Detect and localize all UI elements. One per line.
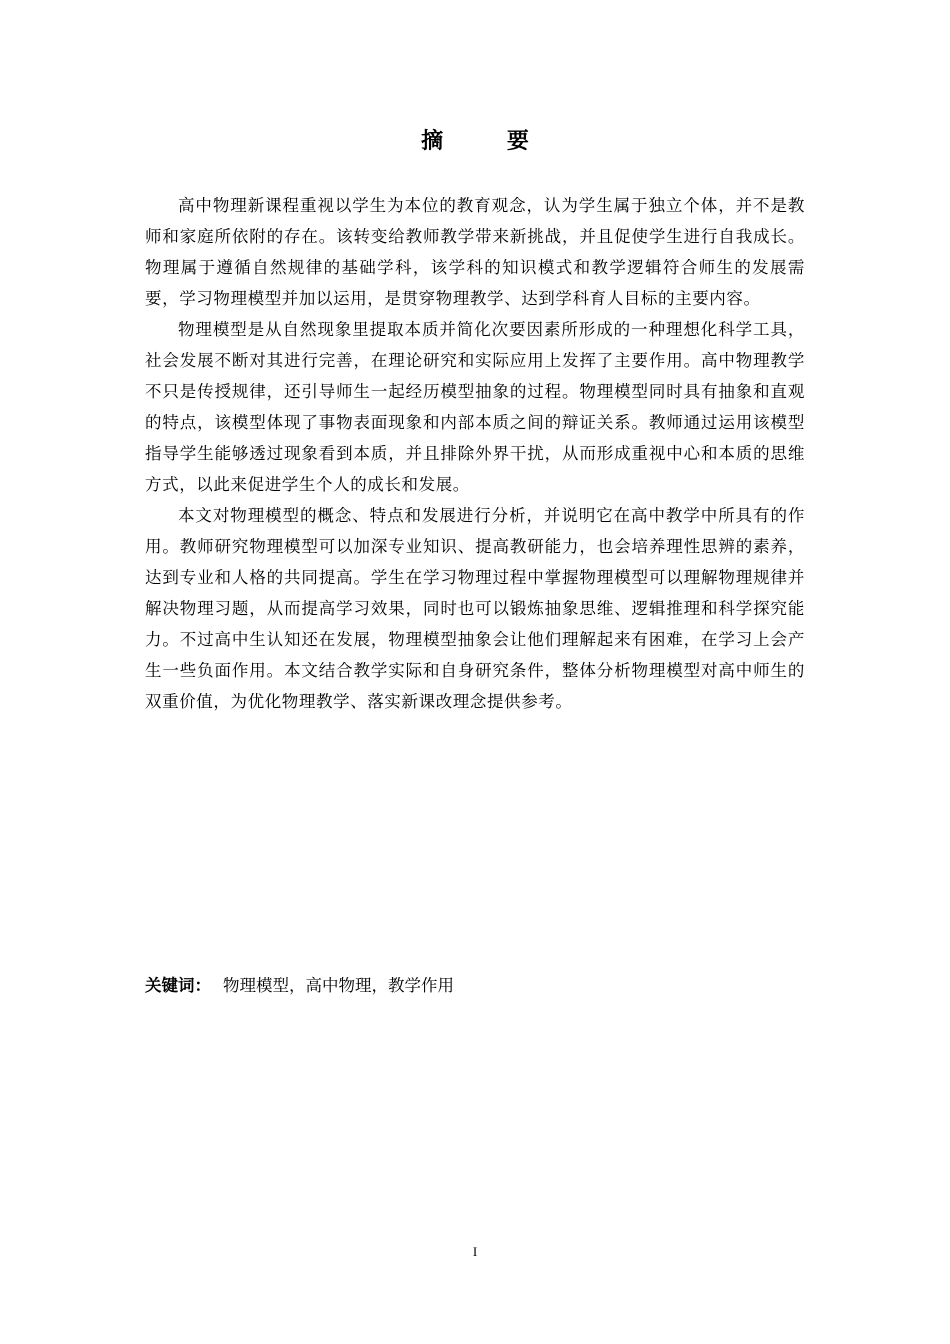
- keywords-label: 关键词：: [145, 976, 211, 995]
- abstract-body: [145, 190, 805, 717]
- abstract-paragraph-2: 物理模型是从自然现象里提取本质并简化次要因素所形成的一种理想化科学工具，社会发展不断对其进行完善，在理论研究和实际应用上发挥了主要作用。高中物理教学不只是传授规律，还引导师生一起经历模型抽象的过程。物理模型同时具有抽象和直观的特点，该模型体现了事物表面现象和内部本质之间的辩证关系。教师通过运用该模型指导学生能够透过现象看到本质，并且排除外界干扰，从而形成重视中心和本质的思维方式，以此来促进学生个人的成长和发展。: [145, 320, 805, 494]
- abstract-title: 摘 要: [421, 129, 557, 154]
- abstract-paragraph-1: 高中物理新课程重视以学生为本位的教育观念，认为学生属于独立个体，并不是教师和家庭所依附的存在。该转变给教师教学带来新挑战，并且促使学生进行自我成长。物理属于遵循自然规律的基础学科，该学科的知识模式和教学逻辑符合师生的发展需要，学习物理模型并加以运用，是贯穿物理教学、达到学科育人目标的主要内容。: [145, 196, 805, 308]
- keywords-text: 物理模型，高中物理，教学作用: [223, 976, 454, 995]
- page-number: I: [472, 1244, 478, 1259]
- keywords-line: [145, 970, 805, 1001]
- abstract-paragraph-3: 本文对物理模型的概念、特点和发展进行分析，并说明它在高中教学中所具有的作用。教师研究物理模型可以加深专业知识、提高教研能力，也会培养理性思辨的素养，达到专业和人格的共同提高。学生在学习物理过程中掌握物理模型可以理解物理规律并解决物理习题，从而提高学习效果，同时也可以锻炼抽象思维、逻辑推理和科学探究能力。不过高中生认知还在发展，物理模型抽象会让他们理解起来有困难，在学习上会产生一些负面作用。本文结合教学实际和自身研究条件，整体分析物理模型对高中师生的双重价值，为优化物理教学、落实新课改理念提供参考。: [145, 506, 805, 711]
